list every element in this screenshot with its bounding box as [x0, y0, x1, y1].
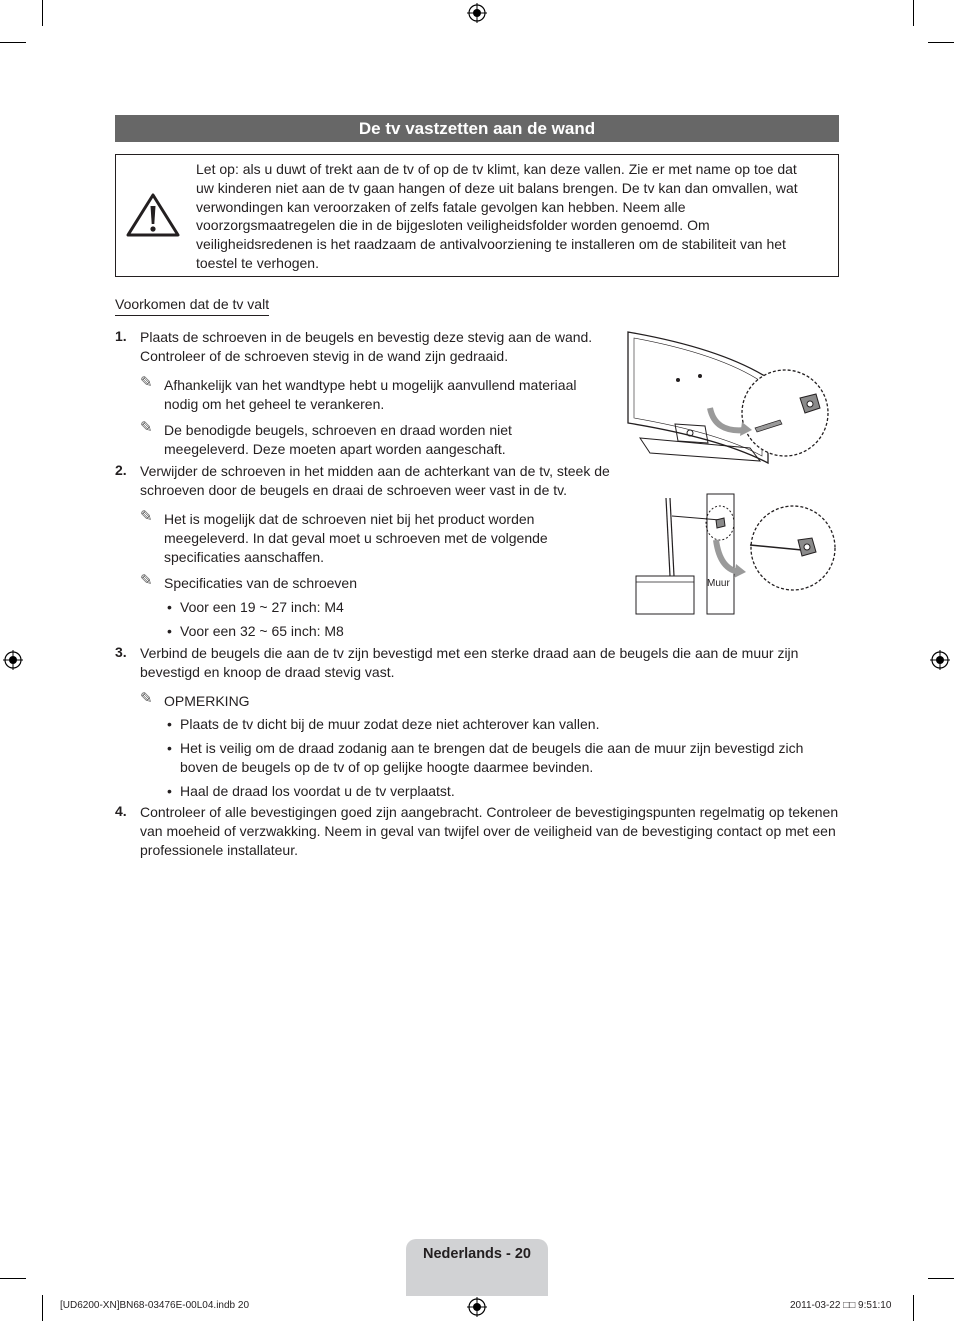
- warning-triangle-icon: [125, 192, 181, 238]
- note-pencil-icon: ✎: [140, 508, 153, 525]
- tv-back-bracket-illustration: [620, 328, 840, 473]
- crop-mark: [0, 42, 26, 43]
- registration-mark-icon: [3, 650, 23, 670]
- wall-wire-illustration: [630, 490, 840, 616]
- crop-mark: [913, 0, 914, 26]
- note-pencil-icon: ✎: [140, 374, 153, 391]
- step-number: 4.: [115, 803, 127, 819]
- page-title: De tv vastzetten aan de wand: [115, 115, 839, 142]
- note-text: De benodigde beugels, schroeven en draad worden niet meegeleverd. Deze moeten apart worden aangeschaft.: [164, 422, 512, 457]
- bullet-dot: •: [167, 740, 172, 756]
- step-text: Controleer of alle bevestigingen goed zijn aangebracht. Controleer de bevestigingspunten regelmatig op tekenen van moeheid of verzwakking. Neem in geval van twijfel over de veiligheid van de bevestiging contact op met een professionele installateur.: [140, 804, 839, 858]
- section-heading: Voorkomen dat de tv valt: [115, 296, 269, 316]
- registration-mark-icon: [467, 3, 487, 23]
- bullet-dot: •: [167, 716, 172, 732]
- note-text: Afhankelijk van het wandtype hebt u mogelijk aanvullend materiaal nodig om het geheel te verankeren.: [164, 377, 577, 412]
- warning-box: [115, 154, 839, 277]
- note-text: Specificaties van de schroeven: [164, 575, 357, 591]
- warning-label: Let op: [196, 161, 235, 177]
- crop-mark: [928, 42, 954, 43]
- step-text: Verwijder de schroeven in het midden aan de achterkant van de tv, steek de schroeven door de beugels en draai de schroeven weer vast in de tv.: [140, 463, 610, 498]
- list-item: Voor een 19 ~ 27 inch: M4: [180, 599, 344, 615]
- step-text: Plaats de schroeven in de beugels en bevestig deze stevig aan de wand. Controleer of de schroeven stevig in de wand zijn gedraaid.: [140, 329, 593, 364]
- page-number: Nederlands - 20: [423, 1246, 531, 1262]
- crop-mark: [0, 1278, 26, 1279]
- registration-mark-icon: [930, 650, 950, 670]
- crop-mark: [913, 1295, 914, 1321]
- note-pencil-icon: ✎: [140, 419, 153, 436]
- file-info: [UD6200-XN]BN68-03476E-00L04.indb 20: [60, 1300, 250, 1311]
- crop-mark: [928, 1278, 954, 1279]
- list-item: Voor een 32 ~ 65 inch: M8: [180, 623, 344, 639]
- registration-mark-icon: [467, 1297, 487, 1317]
- step-number: 3.: [115, 644, 127, 660]
- list-item: Het is veilig om de draad zodanig aan te brengen dat de beugels die aan de muur zijn bevestigd zich boven de beugels op de tv of op gelijke hoogte daarmee bevinden.: [180, 740, 804, 775]
- warning-body: : als u duwt of trekt aan de tv of op de tv klimt, kan deze vallen. Zie er met name op toe dat uw kinderen niet aan de tv gaan hangen of deze uit balans brengen. De tv kan dan omvallen, wat verwondingen kan veroorzaken of zelfs fatale gevolgen kan hebben. Neem alle voorzorgsmaatregelen die in de bijgesloten veiligheidsfolder worden genoemd. Om veiligheidsredenen is het raadzaam de antivalvoorziening te installeren om de stabiliteit van het toestel te verhogen.: [196, 161, 798, 271]
- note-pencil-icon: ✎: [140, 572, 153, 589]
- crop-mark: [42, 1295, 43, 1321]
- step-number: 1.: [115, 328, 127, 344]
- note-label: OPMERKING: [164, 693, 250, 709]
- bullet-dot: •: [167, 783, 172, 799]
- step-number: 2.: [115, 462, 127, 478]
- date-info: 2011-03-22 □□ 9:51:10: [790, 1300, 892, 1311]
- step-text: Verbind de beugels die aan de tv zijn bevestigd met een sterke draad aan de beugels die aan de muur zijn bevestigd en knoop de draad stevig vast.: [140, 645, 799, 680]
- note-text: Het is mogelijk dat de schroeven niet bij het product worden meegeleverd. In dat geval moet u schroeven met de volgende specificaties aanschaffen.: [164, 511, 548, 565]
- bullet-dot: •: [167, 623, 172, 639]
- warning-text: [196, 160, 816, 273]
- note-pencil-icon: ✎: [140, 690, 153, 707]
- list-item: Plaats de tv dicht bij de muur zodat deze niet achterover kan vallen.: [180, 716, 600, 732]
- wall-label: Muur: [707, 578, 730, 589]
- crop-mark: [42, 0, 43, 26]
- list-item: Haal de draad los voordat u de tv verplaatst.: [180, 783, 455, 799]
- bullet-dot: •: [167, 599, 172, 615]
